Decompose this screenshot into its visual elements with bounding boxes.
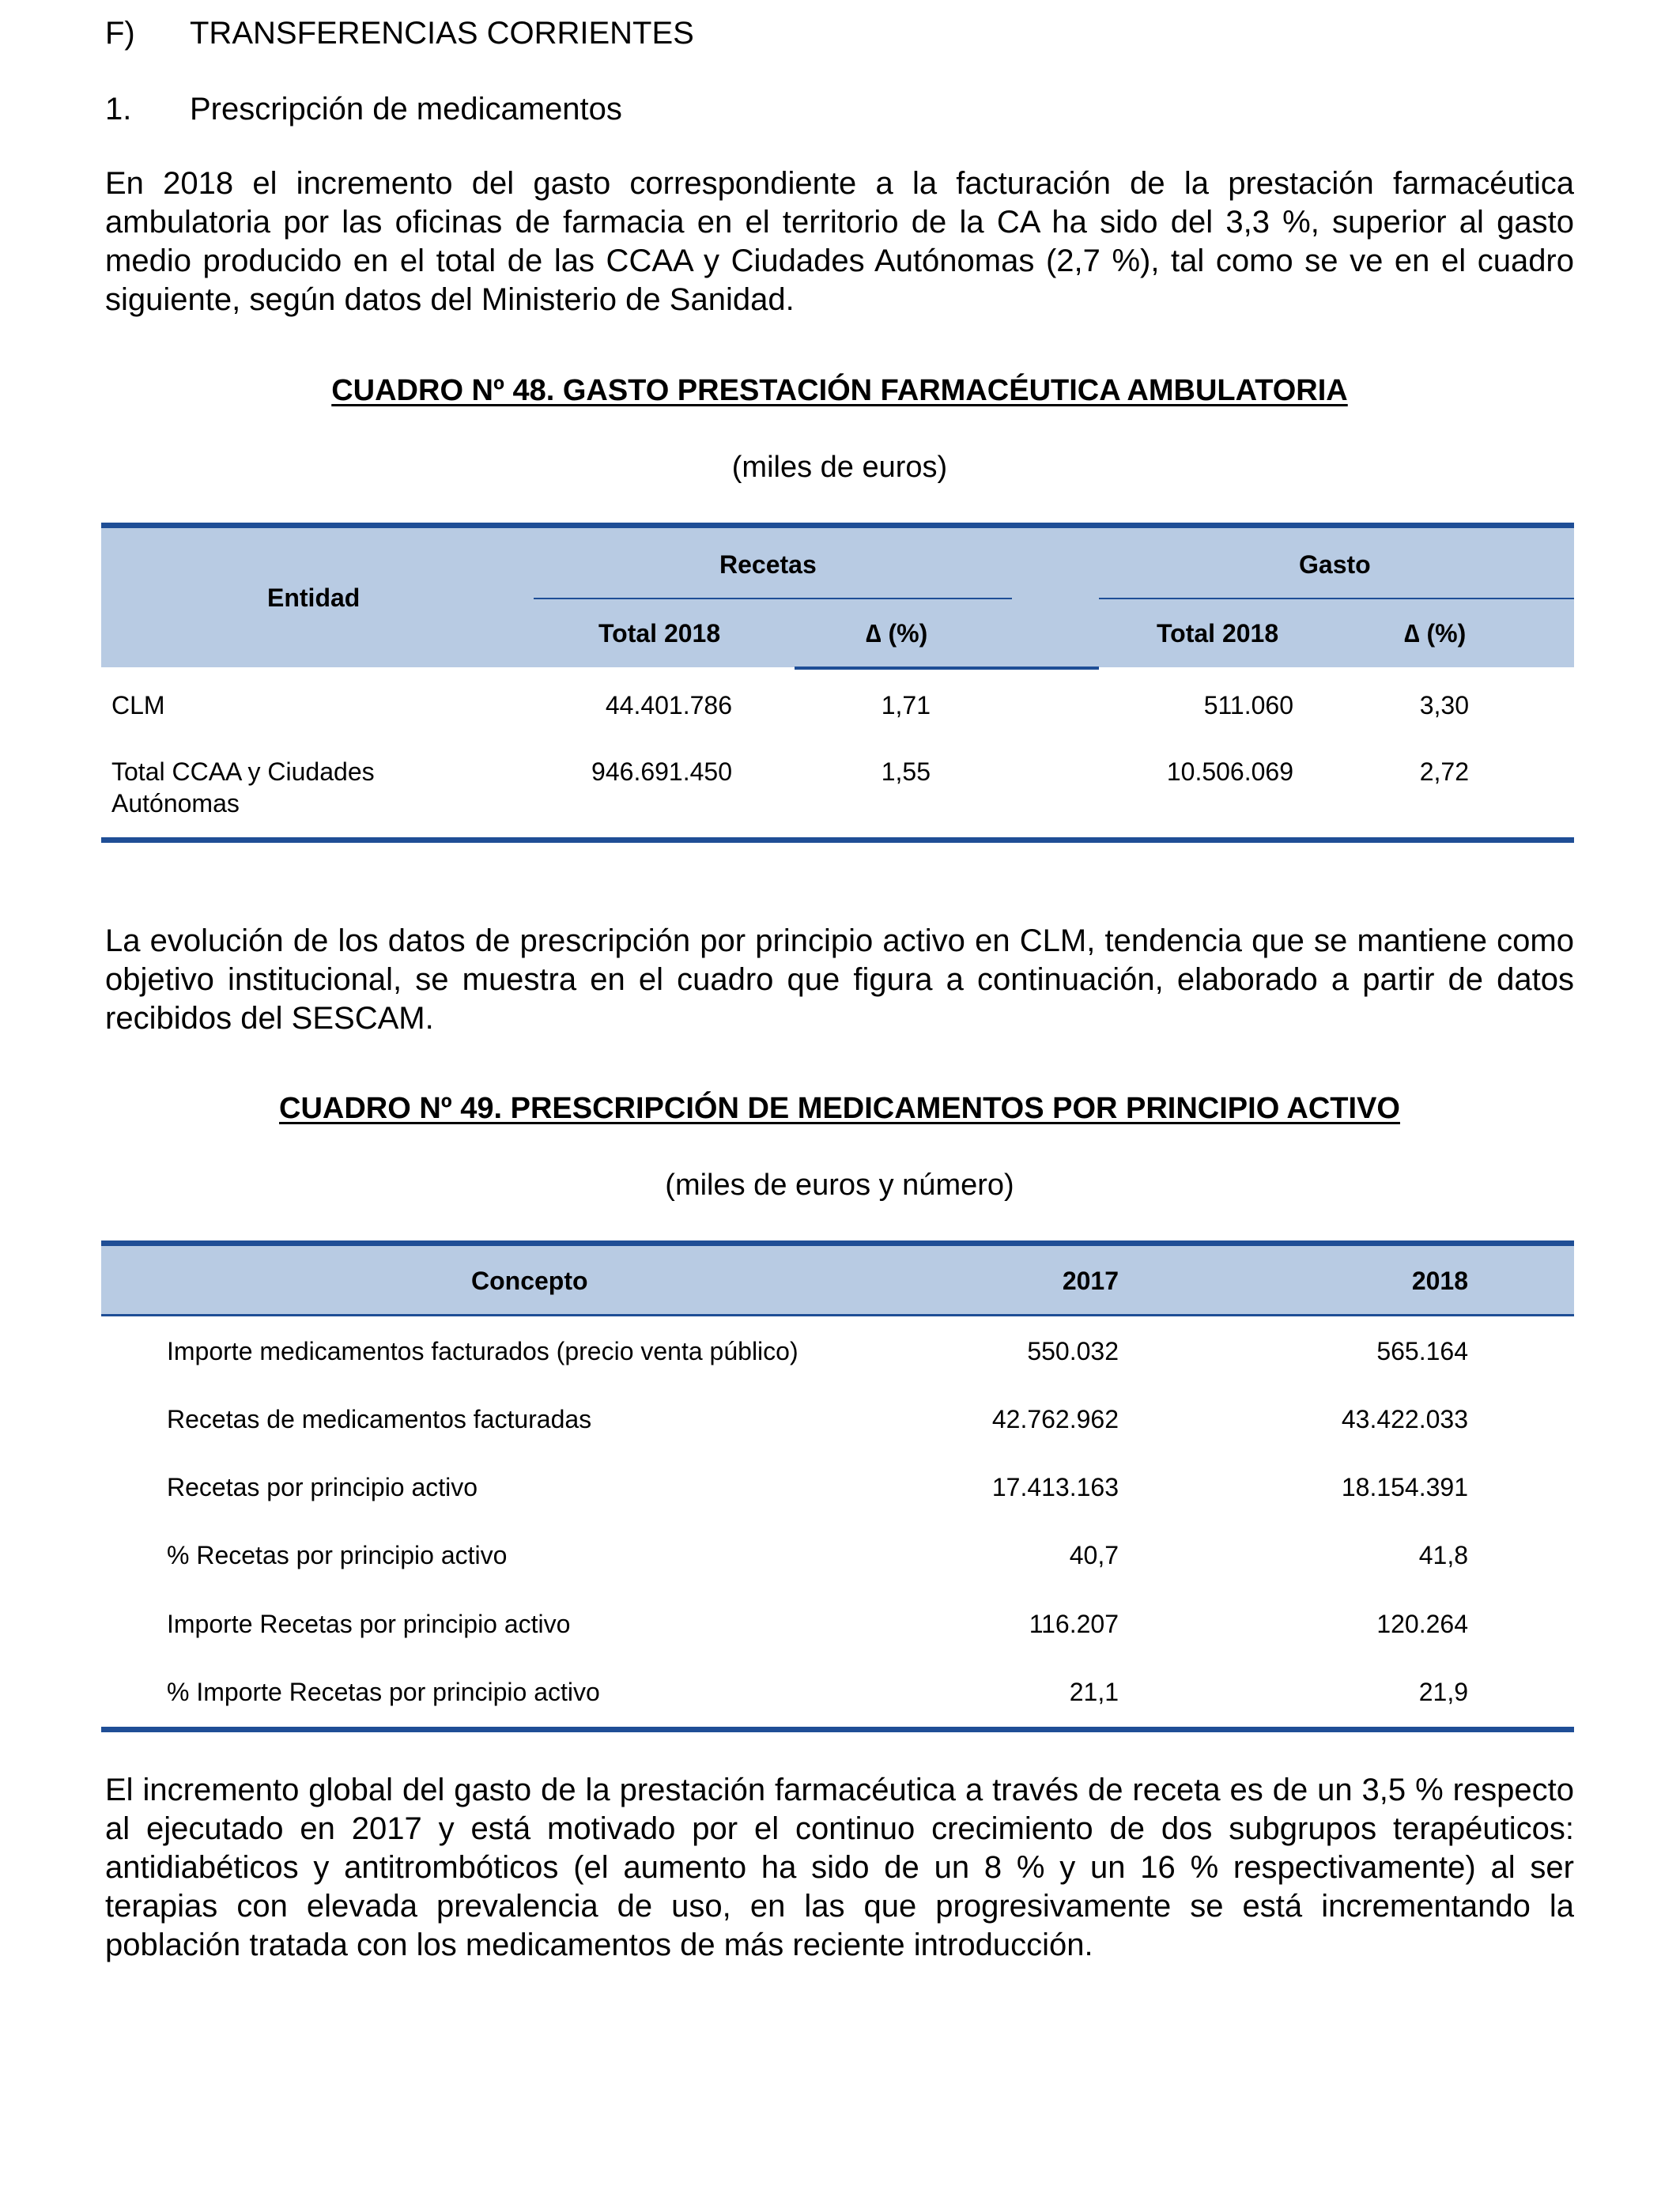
table48-cell-gasto-delta: 2,72 [1419,757,1469,786]
section-title: TRANSFERENCIAS CORRIENTES [190,16,694,51]
table48-cell-gasto-total: 511.060 [1203,691,1293,719]
table48-header-entidad: Entidad [267,583,361,612]
table49-header-concepto: Concepto [471,1267,588,1295]
table49-cell-concepto: Recetas de medicamentos facturadas [167,1405,592,1433]
table48-recetas-divider [534,598,1012,599]
table48-header-gasto-total: Total 2018 [1157,619,1279,648]
table49-cell-2018: 565.164 [1376,1337,1468,1365]
table49-cell-2017: 116.207 [1029,1610,1119,1638]
table48-delta-underline [795,667,1012,670]
table49-unit: (miles de euros y número) [665,1169,1014,1202]
table48-header-recetas-delta: ∆ (%) [866,619,928,648]
paragraph-evolution: La evolución de los datos de prescripción por principio activo en CLM, tendencia que se mantiene como objetivo institucional, se muestra en el cuadro que figura a continuación, elaborado a partir de datos recibidos del SESCAM. [105,923,1574,1036]
subsection-number: 1. [105,92,132,127]
table49-cell-2017: 40,7 [1069,1541,1119,1569]
table49-cell-2018: 43.422.033 [1341,1405,1468,1433]
table49-cell-concepto: Importe Recetas por principio activo [167,1610,571,1638]
table49-cell-2017: 42.762.962 [991,1405,1119,1433]
table48-cell-gasto-delta: 3,30 [1419,691,1469,719]
table49-cell-concepto: % Recetas por principio activo [167,1541,508,1569]
table49-cell-2017: 17.413.163 [991,1473,1119,1501]
table49-cell-concepto: Importe medicamentos facturados (precio venta público) [167,1337,798,1365]
table48-header-recetas-total: Total 2018 [598,619,721,648]
table48-header-gasto-delta: ∆ (%) [1404,619,1467,648]
section-letter: F) [105,16,135,51]
table49-cell-2018: 41,8 [1418,1541,1468,1569]
table48-header-recetas: Recetas [719,550,817,579]
table48-header-gasto: Gasto [1299,550,1371,579]
table49-top-rule [101,1240,1574,1246]
table48-cell-entidad: CLM [111,691,165,719]
paragraph-intro: En 2018 el incremento del gasto correspondiente a la facturación de la prestación farmacéutica ambulatoria por las oficinas de farmacia en el territorio de la CA ha sido del 3,3 %, superior al gasto medio producido en el total de las CCAA y Ciudades Autónomas (2,7 %), tal como se ve en el cuadro siguiente, según datos del Ministerio de Sanidad. [105,166,1574,317]
table48-title: CUADRO Nº 48. GASTO PRESTACIÓN FARMACÉUTICA AMBULATORIA [331,374,1348,407]
table48-gap-underline [1012,667,1099,670]
table48-cell-recetas-delta: 1,71 [881,691,931,719]
table49-header-rule [101,1314,1574,1316]
table48-cell-gasto-total: 10.506.069 [1166,757,1293,786]
table49-bottom-rule [101,1727,1574,1732]
table49-cell-2018: 120.264 [1376,1610,1468,1638]
table48-top-rule [101,523,1574,528]
table49-title: CUADRO Nº 49. PRESCRIPCIÓN DE MEDICAMENTOS POR PRINCIPIO ACTIVO [279,1092,1400,1125]
table49-cell-2018: 21,9 [1418,1678,1468,1706]
table48-gasto-divider [1099,598,1574,599]
table48-cell-recetas-delta: 1,55 [881,757,931,786]
table49-cell-2017: 21,1 [1069,1678,1119,1706]
table49-cell-2018: 18.154.391 [1341,1473,1468,1501]
table49-cell-2017: 550.032 [1027,1337,1119,1365]
table49-cell-concepto: % Importe Recetas por principio activo [167,1678,600,1706]
paragraph-conclusion: El incremento global del gasto de la prestación farmacéutica a través de receta es de un 3,5 % respecto al ejecutado en 2017 y está motivado por el continuo crecimiento de dos subgrupos terapéuticos: antidiabéticos y antitrombóticos (el aumento ha sido de un 8 % y un 16 % respectivamente) al ser terapias con elevada prevalencia de uso, en las que progresivamente se está incrementando la población tratada con los medicamentos de más reciente introducción. [105,1773,1574,1962]
table48-bottom-rule [101,837,1574,843]
table48-cell-recetas-total: 946.691.450 [591,757,732,786]
table49-header-2018: 2018 [1411,1267,1468,1295]
subsection-title: Prescripción de medicamentos [190,92,622,127]
table48-cell-entidad: Total CCAA y Ciudades Autónomas [111,757,375,818]
table49-cell-concepto: Recetas por principio activo [167,1473,478,1501]
table49-header-2017: 2017 [1062,1267,1119,1295]
table48-unit: (miles de euros) [731,451,948,484]
table48-cell-recetas-total: 44.401.786 [605,691,732,719]
